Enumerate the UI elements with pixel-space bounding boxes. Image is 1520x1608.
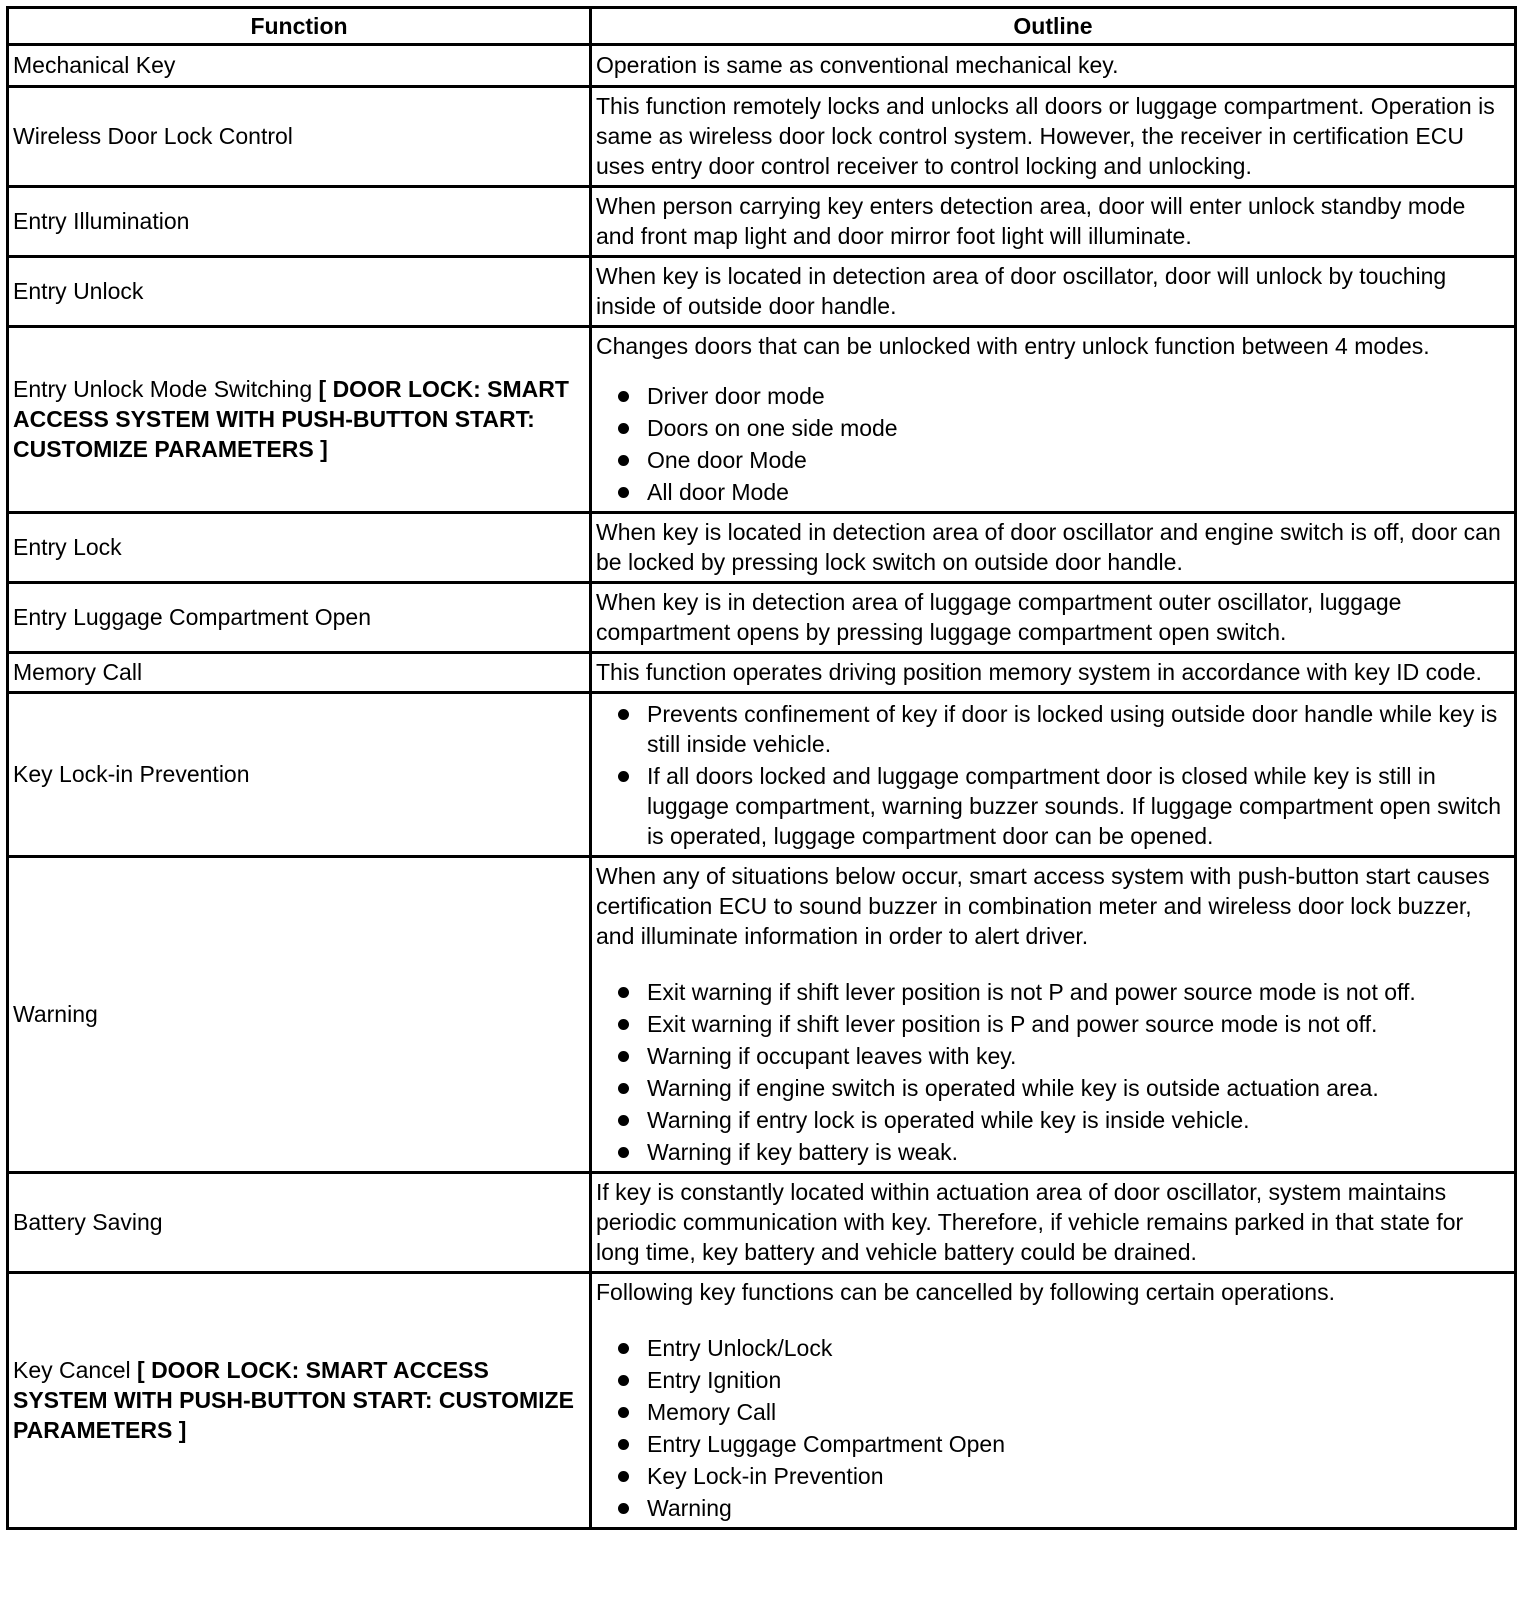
outline-cell xyxy=(591,327,1516,513)
outline-cell xyxy=(591,1273,1516,1529)
bullet-list xyxy=(596,699,1510,851)
customize-parameters-reference[interactable]: [ DOOR LOCK: SMART ACCESS SYSTEM WITH PUSH-BUTTON START: CUSTOMIZE PARAMETERS ] xyxy=(13,1357,574,1443)
function-cell: Memory Call xyxy=(8,653,591,693)
bullet-item: Warning xyxy=(596,1493,1510,1523)
table-row xyxy=(8,45,1516,87)
function-cell: Entry Illumination xyxy=(8,187,591,257)
bullet-item: Doors on one side mode xyxy=(596,413,1510,443)
function-cell: Entry Lock xyxy=(8,513,591,583)
bullet-item: Warning if occupant leaves with key. xyxy=(596,1041,1510,1071)
table-row xyxy=(8,1173,1516,1273)
function-cell: Battery Saving xyxy=(8,1173,591,1273)
table-row xyxy=(8,327,1516,513)
outline-cell: When key is located in detection area of door oscillator and engine switch is off, door can be locked by pressing lock switch on outside door handle. xyxy=(591,513,1516,583)
outline-cell: Operation is same as conventional mechanical key. xyxy=(591,45,1516,87)
bullet-item: Warning if engine switch is operated while key is outside actuation area. xyxy=(596,1073,1510,1103)
bullet-item: One door Mode xyxy=(596,445,1510,475)
bullet-item: All door Mode xyxy=(596,477,1510,507)
bullet-item: Entry Unlock/Lock xyxy=(596,1333,1510,1363)
outline-text: Following key functions can be cancelled by following certain operations. xyxy=(596,1279,1335,1305)
function-cell: Key Lock-in Prevention xyxy=(8,693,591,857)
outline-cell: When person carrying key enters detection area, door will enter unlock standby mode and front map light and door mirror foot light will illuminate. xyxy=(591,187,1516,257)
function-cell: Warning xyxy=(8,857,591,1173)
function-outline-document xyxy=(6,6,1514,1530)
table-row xyxy=(8,583,1516,653)
function-cell xyxy=(8,327,591,513)
bullet-item: Driver door mode xyxy=(596,381,1510,411)
bullet-item: Prevents confinement of key if door is locked using outside door handle while key is still inside vehicle. xyxy=(596,699,1510,759)
table-row xyxy=(8,1273,1516,1529)
table-header-row xyxy=(8,8,1516,45)
bullet-item: Exit warning if shift lever position is not P and power source mode is not off. xyxy=(596,977,1510,1007)
bullet-item: Warning if key battery is weak. xyxy=(596,1137,1510,1167)
outline-text: Changes doors that can be unlocked with entry unlock function between 4 modes. xyxy=(596,333,1430,359)
table-row xyxy=(8,693,1516,857)
outline-text: When any of situations below occur, smart access system with push-button start causes certification ECU to sound buzzer in combination meter and wireless door lock buzzer, and illuminate information in order to alert driver. xyxy=(596,863,1490,949)
outline-cell: When key is located in detection area of door oscillator, door will unlock by touching inside of outside door handle. xyxy=(591,257,1516,327)
bullet-item: Exit warning if shift lever position is P and power source mode is not off. xyxy=(596,1009,1510,1039)
outline-cell: When key is in detection area of luggage compartment outer oscillator, luggage compartment opens by pressing luggage compartment open switch. xyxy=(591,583,1516,653)
table-row xyxy=(8,257,1516,327)
table-row xyxy=(8,653,1516,693)
bullet-item: Entry Ignition xyxy=(596,1365,1510,1395)
function-cell: Entry Luggage Compartment Open xyxy=(8,583,591,653)
outline-cell xyxy=(591,693,1516,857)
function-cell: Entry Unlock xyxy=(8,257,591,327)
outline-cell: This function operates driving position memory system in accordance with key ID code. xyxy=(591,653,1516,693)
bullet-item: Warning if entry lock is operated while key is inside vehicle. xyxy=(596,1105,1510,1135)
function-cell: Mechanical Key xyxy=(8,45,591,87)
bullet-item: Memory Call xyxy=(596,1397,1510,1427)
function-column-header: Function xyxy=(8,8,591,45)
customize-parameters-reference[interactable]: [ DOOR LOCK: SMART ACCESS SYSTEM WITH PUSH-BUTTON START: CUSTOMIZE PARAMETERS ] xyxy=(13,376,569,462)
outline-cell: If key is constantly located within actuation area of door oscillator, system maintains periodic communication with key. Therefore, if vehicle remains parked in that state for long time, key battery and vehicle battery could be drained. xyxy=(591,1173,1516,1273)
outline-column-header: Outline xyxy=(591,8,1516,45)
bullet-item: Key Lock-in Prevention xyxy=(596,1461,1510,1491)
table-row xyxy=(8,857,1516,1173)
bullet-list xyxy=(596,977,1510,1167)
outline-cell: This function remotely locks and unlocks all doors or luggage compartment. Operation is same as wireless door lock control system. However, the receiver in certification ECU uses entry door control receiver to control locking and unlocking. xyxy=(591,87,1516,187)
function-outline-table xyxy=(6,6,1517,1530)
bullet-list xyxy=(596,1333,1510,1523)
function-cell xyxy=(8,1273,591,1529)
table-row xyxy=(8,187,1516,257)
table-row xyxy=(8,87,1516,187)
function-label: Key Cancel xyxy=(13,1357,131,1383)
bullet-list xyxy=(596,381,1510,507)
bullet-item: Entry Luggage Compartment Open xyxy=(596,1429,1510,1459)
function-cell: Wireless Door Lock Control xyxy=(8,87,591,187)
bullet-item: If all doors locked and luggage compartment door is closed while key is still in luggage compartment, warning buzzer sounds. If luggage compartment open switch is operated, luggage compartment door can be opened. xyxy=(596,761,1510,851)
outline-cell xyxy=(591,857,1516,1173)
function-label: Entry Unlock Mode Switching xyxy=(13,376,313,402)
table-row xyxy=(8,513,1516,583)
